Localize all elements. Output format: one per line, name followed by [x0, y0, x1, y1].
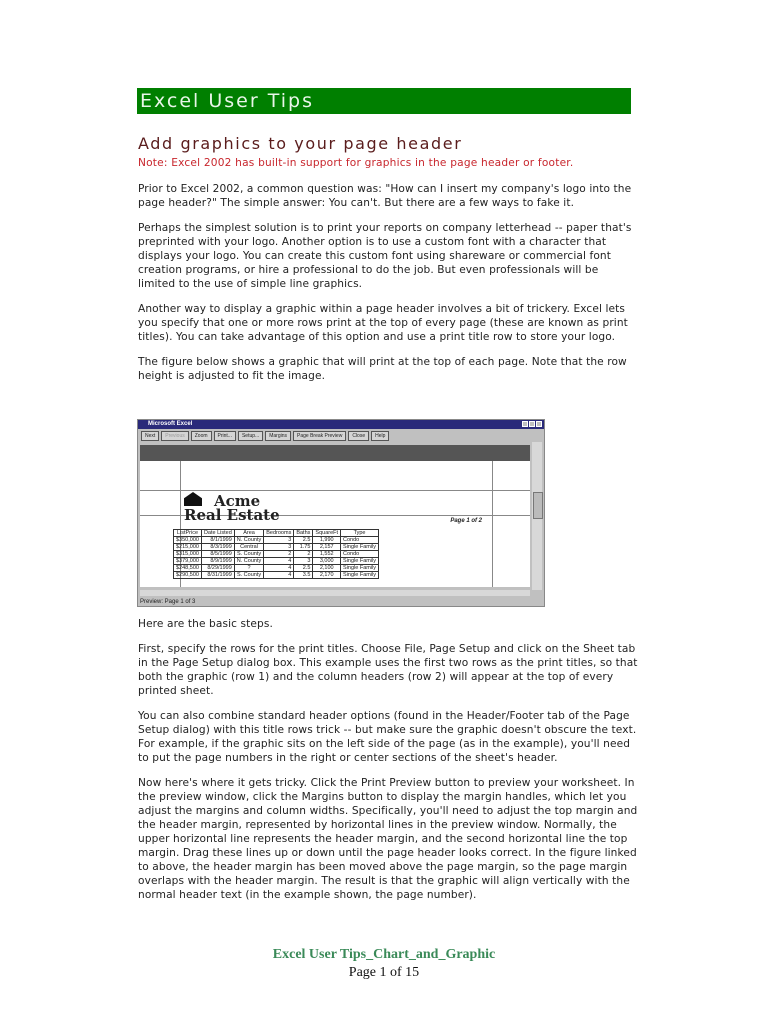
scroll-thumb: [533, 492, 543, 519]
paragraph: Now here's where it gets tricky. Click the Print Preview button to preview your worksheet. In the preview window, click the Margins button to display the margin handles, which let you adjust the margins and column widths. Specifically, you'll need to adjust the top margin and the header margin, represented by horizontal lines in the preview window. Normally, the upper horizontal line represents the header margin, and the second horizontal line the top margin. Drag these lines up or down until the page header looks correct. In the figure linked to above, the header margin has been moved above the page margin, so the page margin overlaps with the header margin. The result is that the graphic will align vertically with the normal header text (in the example shown, the page number).: [138, 777, 638, 901]
logo-line2: Real Estate: [184, 506, 280, 524]
table-cell: 4: [264, 572, 294, 579]
status-bar: Preview: Page 1 of 3: [140, 599, 196, 605]
section-heading: Add graphics to your page header: [138, 134, 463, 153]
table-cell: 2: [294, 551, 313, 558]
page-number-label: Page 1 of 2: [450, 518, 482, 524]
margins-button: Margins: [265, 431, 291, 441]
paragraph: First, specify the rows for the print titles. Choose File, Page Setup and click on the Sheet tab in the Page Setup dialog box. This example uses the first two rows as the print titles, so that both the graphic (row 1) and the column headers (row 2) will appear at the top of every printed sheet.: [138, 643, 638, 697]
table-row: [174, 572, 379, 579]
maximize-icon: [529, 421, 535, 427]
paragraph: You can also combine standard header options (found in the Header/Footer tab of the Page Setup dialog) with this title rows trick -- but make sure the graphic doesn't obscure the text. For example, if the graphic sits on the left side of the page (as in the example), you'll need to put the page numbers in the right or center sections of the sheet's header.: [138, 710, 637, 764]
table-cell: 2,170: [313, 572, 341, 579]
print-button: Print...: [214, 431, 236, 441]
table-cell: Single Family: [341, 565, 379, 572]
table-cell: Single Family: [341, 558, 379, 565]
table-cell: $379,000: [174, 558, 202, 565]
footer-title: Excel User Tips_Chart_and_Graphic: [272, 947, 496, 962]
table-cell: 1.75: [294, 544, 313, 551]
intro-paragraphs: [138, 182, 638, 394]
table-cell: 8/1/1999: [201, 537, 234, 544]
table-cell: 3: [264, 544, 294, 551]
listing-table: [173, 529, 379, 579]
table-cell: Condo: [341, 537, 379, 544]
table-cell: $248,500: [174, 565, 202, 572]
table-cell: Single Family: [341, 572, 379, 579]
table-cell: Condo: [341, 551, 379, 558]
table-cell: S. County: [234, 551, 263, 558]
table-cell: $350,000: [174, 537, 202, 544]
column-header: Date Listed: [201, 530, 234, 537]
table-cell: 3,000: [313, 558, 341, 565]
table-cell: Central: [234, 544, 263, 551]
logo-line1: Acme: [214, 492, 261, 510]
help-button: Help: [371, 431, 389, 441]
table-cell: 2.5: [294, 537, 313, 544]
steps-paragraphs: [138, 617, 638, 913]
table-cell: $290,500: [174, 572, 202, 579]
column-header: Type: [341, 530, 379, 537]
table-cell: 2,100: [313, 565, 341, 572]
column-header: Bedrooms: [264, 530, 294, 537]
previous-button: Previous: [161, 431, 188, 441]
table-cell: 8/3/1999: [201, 544, 234, 551]
table-cell: 8/5/1999: [201, 551, 234, 558]
vertical-scrollbar: [532, 442, 542, 590]
footer-page-number: Page 1 of 15: [348, 965, 420, 980]
table-cell: 3: [294, 558, 313, 565]
paragraph: Here are the basic steps.: [138, 618, 273, 630]
paragraph: Perhaps the simplest solution is to print your reports on company letterhead -- paper that's preprinted with your logo. Another option is to use a custom font with a character that displays your logo. You can create this custom font using shareware or commercial font creation programs, or hire a professional to do the job. But even professionals will be limited to the use of simple line graphics.: [138, 222, 632, 290]
table-cell: N. County: [234, 558, 263, 565]
zoom-button: Zoom: [191, 431, 212, 441]
table-row: [174, 544, 379, 551]
window-titlebar: [138, 420, 544, 429]
table-cell: $315,000: [174, 551, 202, 558]
table-cell: $215,000: [174, 544, 202, 551]
table-cell: 8/31/1999: [201, 572, 234, 579]
table-cell: 1,990: [313, 537, 341, 544]
window-title: Microsoft Excel: [148, 421, 193, 427]
table-cell: 2.5: [294, 565, 313, 572]
table-cell: Single Family: [341, 544, 379, 551]
table-cell: N. County: [234, 537, 263, 544]
setup-button: Setup...: [238, 431, 263, 441]
table-cell: 4: [264, 558, 294, 565]
column-header: ListPrice: [174, 530, 202, 537]
preview-background: [140, 445, 530, 461]
table-row: [174, 537, 379, 544]
paragraph: Prior to Excel 2002, a common question was: "How can I insert my company's logo into the page header?" The simple answer: You can't. But there are a few ways to fake it.: [138, 183, 632, 209]
column-header: Baths: [294, 530, 313, 537]
paragraph: Another way to display a graphic within a page header involves a bit of trickery. Excel lets you specify that one or more rows print at the top of every page (these are known as print titles). You can take advantage of this option and use a print title row to store your logo.: [138, 303, 628, 343]
close-button: Close: [348, 431, 369, 441]
table-header-row: [174, 530, 379, 537]
table-cell: 2: [264, 551, 294, 558]
preview-toolbar: [138, 429, 544, 443]
page-break-preview-button: Page Break Preview: [293, 431, 346, 441]
horizontal-scrollbar: [140, 590, 530, 596]
table-cell: S. County: [234, 572, 263, 579]
excel-print-preview-figure: [137, 419, 545, 607]
company-logo: [184, 491, 280, 524]
table-cell: ?: [234, 565, 263, 572]
minimize-icon: [522, 421, 528, 427]
next-button: Next: [141, 431, 159, 441]
close-icon: [536, 421, 542, 427]
banner-title: Excel User Tips: [137, 88, 631, 114]
margin-line: [492, 461, 493, 587]
table-cell: 8/29/1999: [201, 565, 234, 572]
table-row: [174, 558, 379, 565]
preview-sheet: [140, 461, 530, 587]
table-cell: 2,157: [313, 544, 341, 551]
table-cell: 1,552: [313, 551, 341, 558]
column-header: Area: [234, 530, 263, 537]
table-row: [174, 551, 379, 558]
table-cell: 8/9/1999: [201, 558, 234, 565]
table-row: [174, 565, 379, 572]
paragraph: The figure below shows a graphic that will print at the top of each page. Note that the row height is adjusted to fit the image.: [138, 356, 627, 382]
table-cell: 3: [264, 537, 294, 544]
column-header: SquareFt: [313, 530, 341, 537]
note-text: Note: Excel 2002 has built-in support for graphics in the page header or footer.: [138, 157, 574, 169]
table-cell: 3.5: [294, 572, 313, 579]
table-cell: 4: [264, 565, 294, 572]
